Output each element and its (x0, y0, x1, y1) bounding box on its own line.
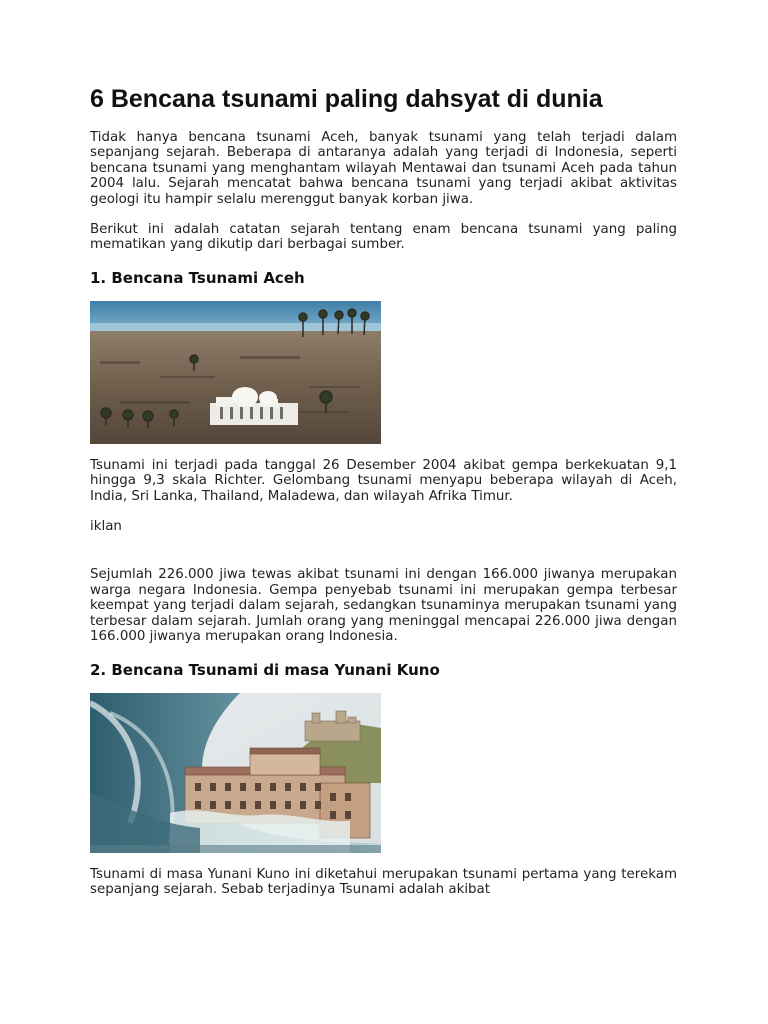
ad-space (90, 549, 677, 567)
article-title: 6 Bencana tsunami paling dahsyat di dunia (90, 85, 603, 113)
yunani-paragraph-1: Tsunami di masa Yunani Kuno ini diketahui merupakan tsunami pertama yang terekam sepanjang sejarah. Sebab terjadinya Tsunami adalah akibat (90, 866, 677, 897)
aceh-paragraph-2: Sejumlah 226.000 jiwa tewas akibat tsunami ini dengan 166.000 jiwanya merupakan warga negara Indonesia. Gempa penyebab tsunami ini merupakan gempa terbesar keempat yang terjadi dalam sejarah, sedangkan tsunaminya merupakan tsunami yang terbesar dalam sejarah. Jumlah orang yang meninggal mencapai 226.000 jiwa dengan 166.000 jiwanya merupakan orang Indonesia. (90, 567, 677, 645)
section-heading-yunani: 2. Bencana Tsunami di masa Yunani Kuno (90, 660, 440, 679)
intro-paragraph-2: Berikut ini adalah catatan sejarah tentang enam bencana tsunami yang paling mematikan yang dikutip dari berbagai sumber. (90, 222, 677, 253)
intro-paragraph-1: Tidak hanya bencana tsunami Aceh, banyak tsunami yang telah terjadi dalam sepanjang sejarah. Beberapa di antaranya adalah yang terjadi di Indonesia, seperti bencana tsunami yang menghantam wilayah Mentawai dan tsunami Aceh pada tahun 2004 lalu. Sejarah mencatat bahwa bencana tsunami yang terjadi akibat aktivitas geologi itu hampir selalu merenggut banyak korban jiwa. (90, 130, 677, 207)
article (90, 84, 677, 912)
aceh-paragraph-1: Tsunami ini terjadi pada tanggal 26 Desember 2004 akibat gempa berkekuatan 9,1 hingga 9,3 skala Richter. Gelombang tsunami menyapu beberapa wilayah di Aceh, India, Sri Lanka, Thailand, Maladewa, dan wilayah Afrika Timur. (90, 457, 677, 504)
aceh-tsunami-photo (90, 301, 381, 444)
ancient-greece-tsunami-painting (90, 693, 381, 853)
ad-label: iklan (90, 519, 122, 535)
section-heading-aceh: 1. Bencana Tsunami Aceh (90, 268, 305, 287)
